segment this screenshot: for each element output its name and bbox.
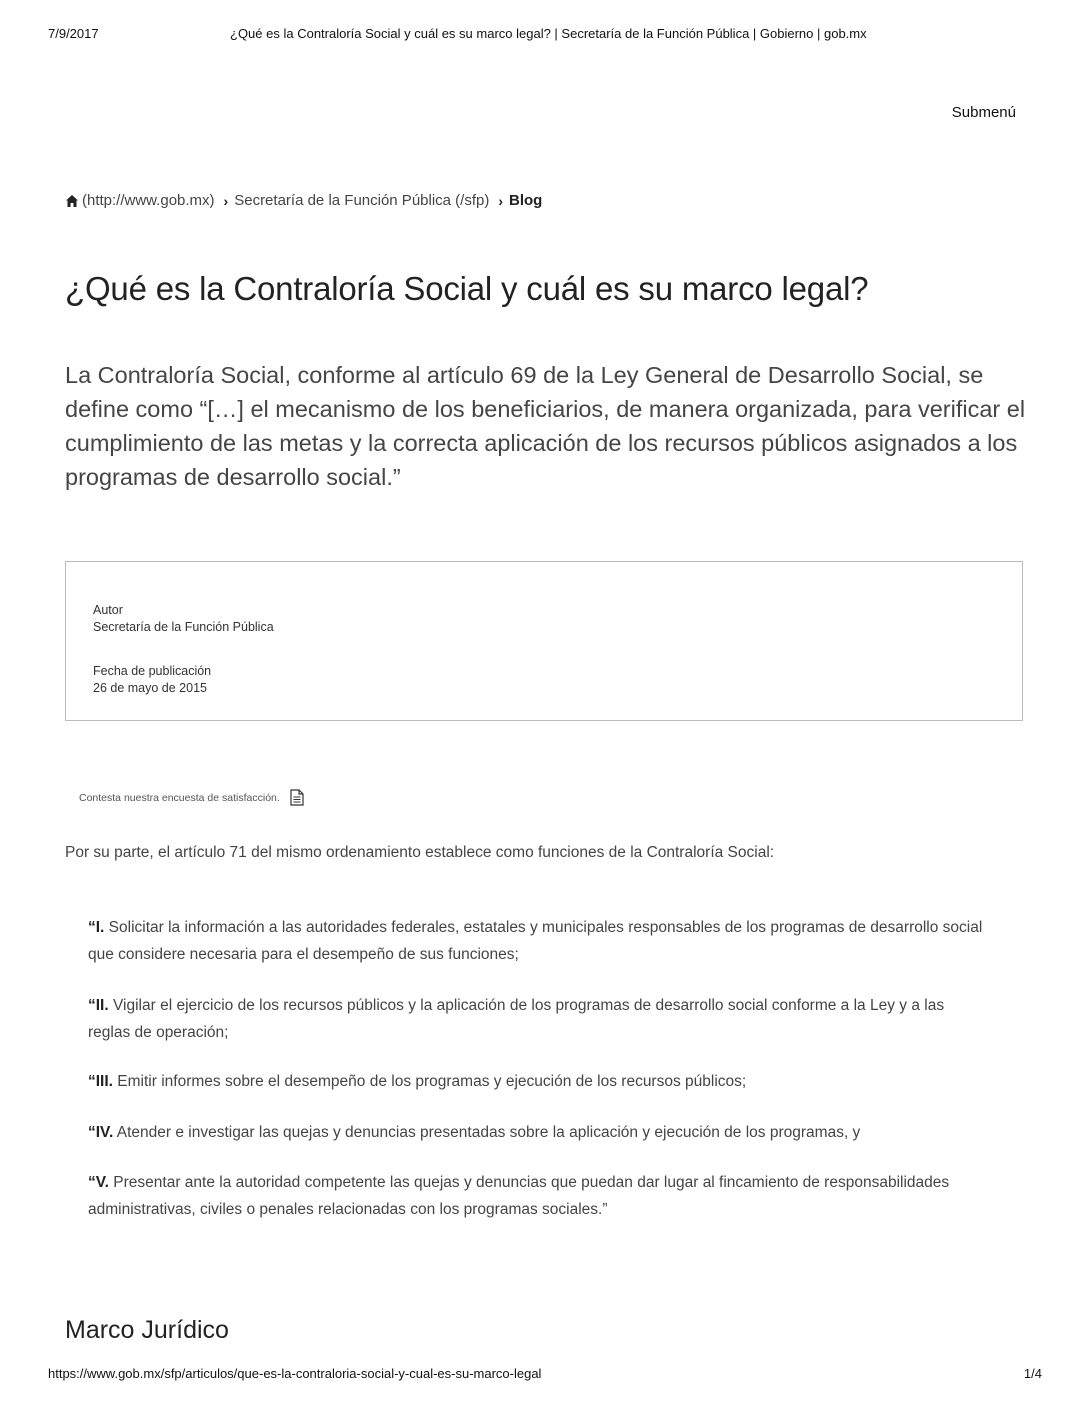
functions-intro: Por su parte, el artículo 71 del mismo ordenamiento establece como funciones de la Contraloría Social: — [65, 844, 775, 861]
print-page-number: 1/4 — [1023, 1366, 1042, 1381]
print-footer — [48, 1366, 1042, 1384]
author-label: Autor — [93, 603, 123, 617]
function-numeral: “III. — [88, 1073, 113, 1090]
breadcrumb-current: Blog — [509, 192, 543, 209]
function-text: Presentar ante la autoridad competente las quejas y denuncias que puedan dar lugar al fincamiento de responsabilidades administrativas, civiles o penales relacionadas con los programas sociales.” — [88, 1174, 950, 1218]
publication-date-block — [93, 663, 211, 697]
function-text: Vigilar el ejercicio de los recursos públicos y la aplicación de los programas de desarrollo social conforme a la Ley y a las reglas de operación; — [88, 997, 945, 1041]
submenu-button[interactable]: Submenú — [951, 104, 1016, 121]
print-header — [48, 26, 1042, 44]
function-text: Solicitar la información a las autoridades federales, estatales y municipales responsables de los programas de desarrollo social que considere necesaria para el desempeño de sus funciones; — [88, 919, 983, 963]
document-icon[interactable] — [290, 789, 304, 806]
section-heading-marco-juridico: Marco Jurídico — [65, 1316, 229, 1344]
function-numeral: “I. — [88, 919, 105, 936]
publication-date-label: Fecha de publicación — [93, 664, 212, 678]
function-text: Emitir informes sobre el desempeño de los programas y ejecución de los recursos públicos; — [112, 1073, 747, 1090]
home-icon[interactable] — [65, 194, 79, 208]
print-page-title: ¿Qué es la Contraloría Social y cuál es su marco legal? | Secretaría de la Función Pública | Gobierno | gob.mx — [230, 26, 867, 41]
chevron-right-icon: › — [223, 192, 229, 209]
print-url: https://www.gob.mx/sfp/articulos/que-es-la-contraloria-social-y-cual-es-su-marco-legal — [48, 1366, 542, 1381]
function-numeral: “V. — [88, 1174, 109, 1191]
breadcrumb — [65, 192, 542, 209]
function-item — [88, 1169, 988, 1223]
article-lead: La Contraloría Social, conforme al artículo 69 de la Ley General de Desarrollo Social, se define como “[…] el mecanismo de los beneficiarios, de manera organizada, para verificar el cumplimiento de las metas y la correcta aplicación de los recursos públicos asignados a los programas de desarrollo social.” — [65, 362, 1026, 490]
page-title: ¿Qué es la Contraloría Social y cuál es su marco legal? — [65, 270, 869, 307]
function-item — [88, 1068, 988, 1095]
author-value: Secretaría de la Función Pública — [93, 620, 274, 634]
author-block — [93, 602, 274, 636]
function-item — [88, 914, 988, 968]
chevron-right-icon: › — [498, 192, 504, 209]
function-numeral: “IV. — [88, 1124, 114, 1141]
article-meta-box — [65, 561, 1023, 721]
function-item — [88, 992, 988, 1046]
survey-text[interactable]: Contesta nuestra encuesta de satisfacción. — [79, 791, 280, 804]
function-numeral: “II. — [88, 997, 109, 1014]
breadcrumb-home-link[interactable]: (http://www.gob.mx) — [82, 192, 215, 209]
survey-link[interactable] — [79, 789, 304, 806]
print-date: 7/9/2017 — [48, 26, 99, 41]
function-text: Atender e investigar las quejas y denuncias presentadas sobre la aplicación y ejecución de los programas, y — [113, 1124, 861, 1141]
publication-date-value: 26 de mayo de 2015 — [93, 681, 207, 695]
function-item — [88, 1119, 988, 1146]
breadcrumb-sfp-link[interactable]: Secretaría de la Función Pública (/sfp) — [234, 192, 490, 209]
